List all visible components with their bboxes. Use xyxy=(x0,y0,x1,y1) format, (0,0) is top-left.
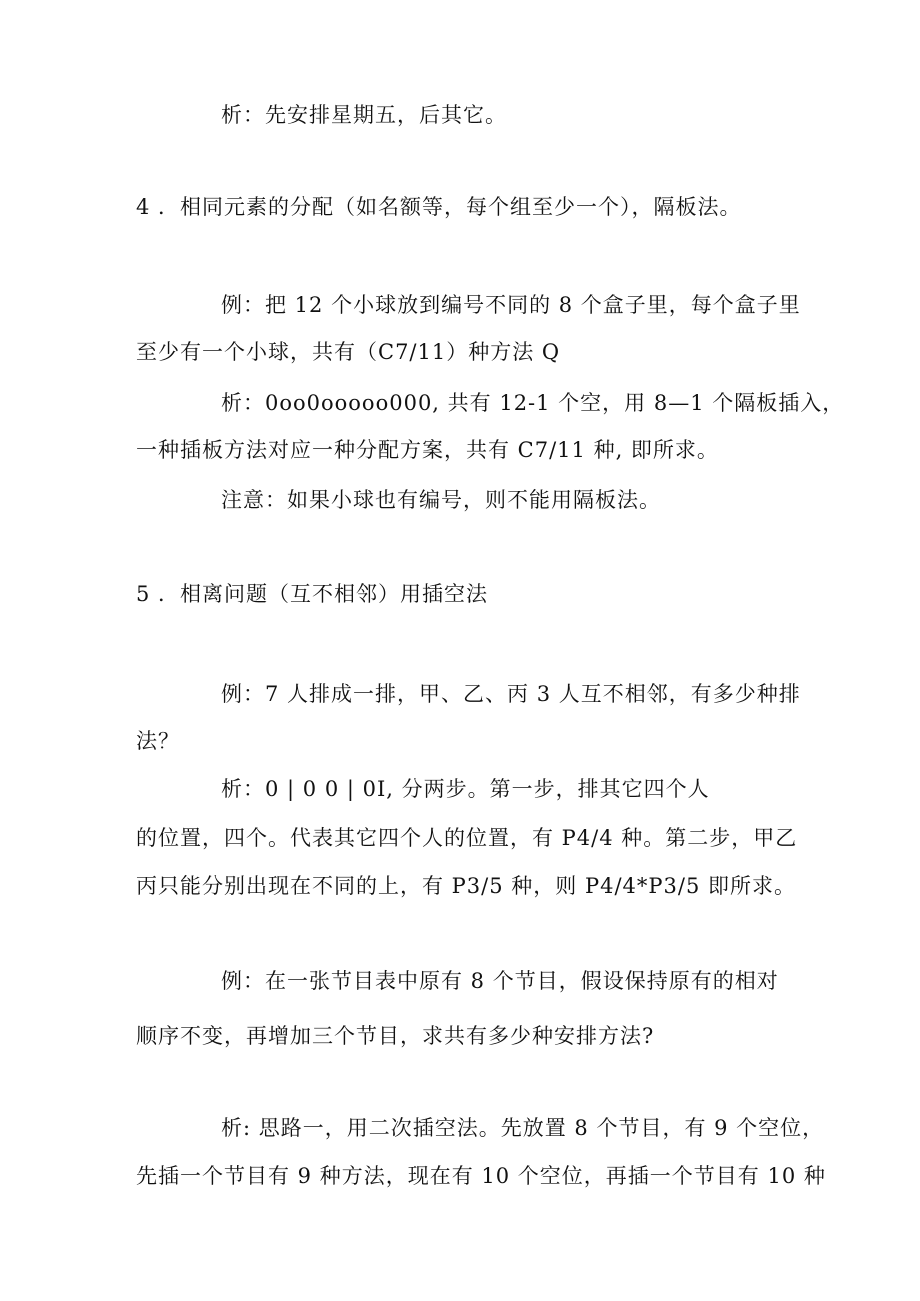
example-line-5: 例：在一张节目表中原有 8 个节目，假设保持原有的相对 xyxy=(221,969,779,993)
analysis-line-4: 析：0 | 0 0 | 0I, 分两步。第一步，排其它四个人 xyxy=(221,777,710,801)
example-line-6: 顺序不变，再增加三个节目，求共有多少种安排方法? xyxy=(136,1024,655,1048)
analysis-line-3: 一种插板方法对应一种分配方案，共有 C7/11 种, 即所求。 xyxy=(136,438,719,462)
section-4-heading: 4 ．相同元素的分配（如名额等，每个组至少一个），隔板法。 xyxy=(136,195,742,219)
example-line-1: 例：把 12 个小球放到编号不同的 8 个盒子里，每个盒子里 xyxy=(221,293,801,317)
analysis-line-5: 的位置，四个。代表其它四个人的位置，有 P4/4 种。第二步，甲乙 xyxy=(136,826,798,850)
analysis-line-2: 析：0oo0ooooo000, 共有 12-1 个空，用 8—1 个隔板插入， xyxy=(221,391,845,415)
example-line-2: 至少有一个小球，共有（C7/11）种方法 Q xyxy=(136,340,561,364)
example-line-4: 法？ xyxy=(136,729,180,753)
analysis-line-8: 先插一个节目有 9 种方法，现在有 10 个空位，再插一个节目有 10 种 xyxy=(136,1164,826,1188)
note-line: 注意：如果小球也有编号，则不能用隔板法。 xyxy=(221,488,661,512)
analysis-line-6: 丙只能分别出现在不同的上，有 P3/5 种，则 P4/4*P3/5 即所求。 xyxy=(136,874,796,898)
analysis-line-1: 析：先安排星期五，后其它。 xyxy=(221,103,507,127)
analysis-line-7: 析: 思路一，用二次插空法。先放置 8 个节目，有 9 个空位， xyxy=(221,1116,825,1140)
section-5-heading: 5 ．相离问题（互不相邻）用插空法 xyxy=(136,582,489,606)
example-line-3: 例：7 人排成一排，甲、乙、丙 3 人互不相邻，有多少种排 xyxy=(221,682,801,706)
